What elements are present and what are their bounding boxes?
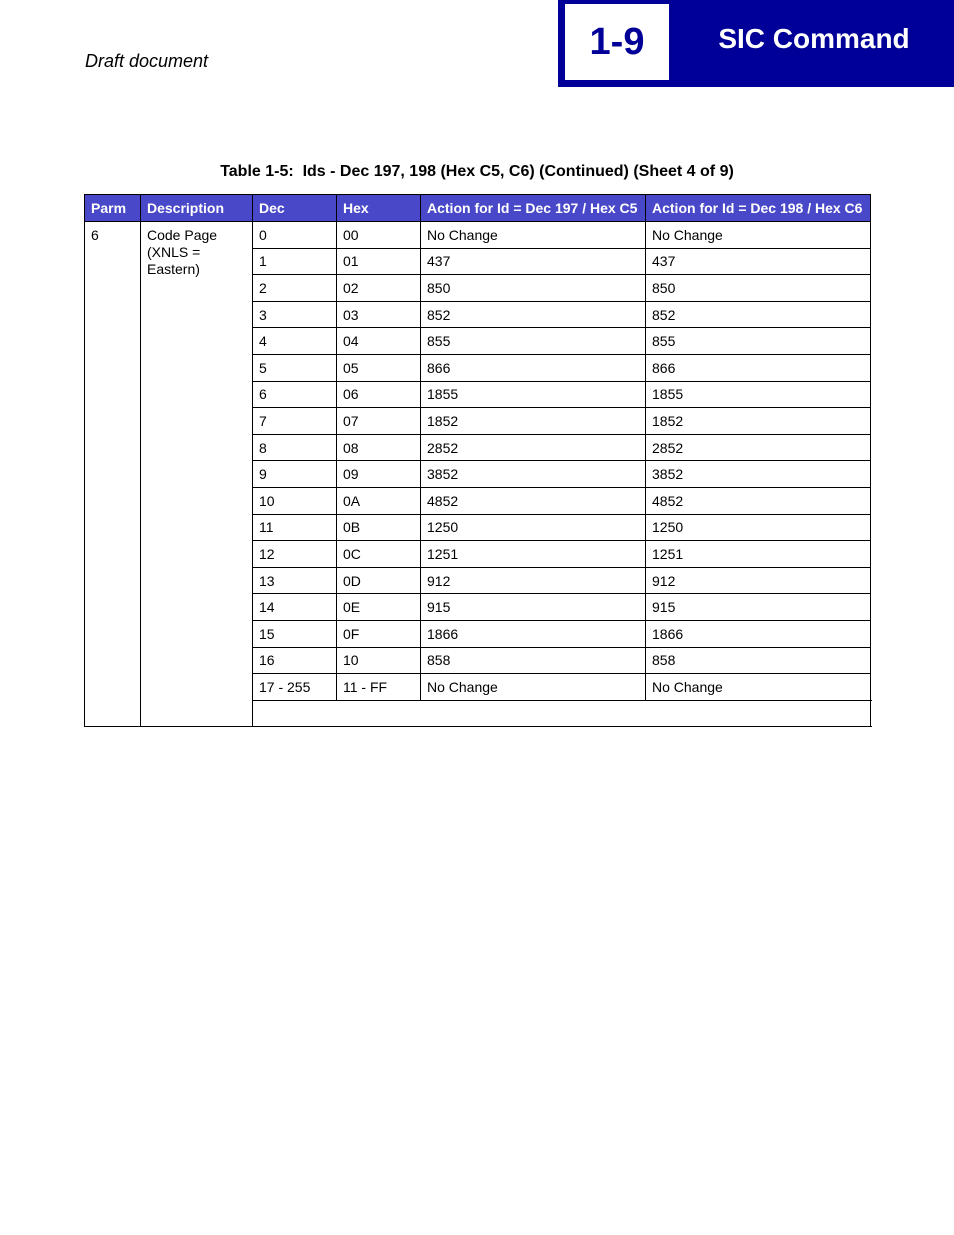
column-header: Action for Id = Dec 197 / Hex C5 xyxy=(421,195,646,222)
page-number: 1-9 xyxy=(565,4,669,80)
action-c5-cell: 2852 xyxy=(421,434,646,461)
dec-cell: 8 xyxy=(253,434,337,461)
hex-cell: 10 xyxy=(337,647,421,674)
dec-cell: 0 xyxy=(253,222,337,249)
hex-cell: 0C xyxy=(337,541,421,568)
action-c5-cell: 855 xyxy=(421,328,646,355)
action-c5-cell: 1855 xyxy=(421,381,646,408)
dec-cell: 9 xyxy=(253,461,337,488)
dec-cell: 15 xyxy=(253,620,337,647)
dec-cell: 2 xyxy=(253,275,337,302)
table-footer-cell xyxy=(253,700,871,726)
action-c5-cell: 4852 xyxy=(421,487,646,514)
hex-cell: 0E xyxy=(337,594,421,621)
action-c6-cell: 437 xyxy=(646,248,871,275)
action-c6-cell: 4852 xyxy=(646,487,871,514)
hex-cell: 04 xyxy=(337,328,421,355)
draft-label: Draft document xyxy=(85,51,209,71)
column-header: Action for Id = Dec 198 / Hex C6 xyxy=(646,195,871,222)
action-c6-cell: 912 xyxy=(646,567,871,594)
hex-cell: 06 xyxy=(337,381,421,408)
action-c6-cell: 1866 xyxy=(646,620,871,647)
action-c5-cell: 852 xyxy=(421,301,646,328)
dec-cell: 3 xyxy=(253,301,337,328)
action-c5-cell: 858 xyxy=(421,647,646,674)
dec-cell: 14 xyxy=(253,594,337,621)
hex-cell: 01 xyxy=(337,248,421,275)
hex-cell: 07 xyxy=(337,408,421,435)
action-c6-cell: 1250 xyxy=(646,514,871,541)
action-c6-cell: 1852 xyxy=(646,408,871,435)
action-c5-cell: 850 xyxy=(421,275,646,302)
dec-cell: 7 xyxy=(253,408,337,435)
action-c5-cell: 1251 xyxy=(421,541,646,568)
action-c6-cell: 850 xyxy=(646,275,871,302)
action-c5-cell: 1250 xyxy=(421,514,646,541)
action-c6-cell: 866 xyxy=(646,354,871,381)
hex-cell: 09 xyxy=(337,461,421,488)
action-c6-cell: 1251 xyxy=(646,541,871,568)
action-c6-cell: No Change xyxy=(646,674,871,701)
dec-cell: 4 xyxy=(253,328,337,355)
action-c5-cell: 437 xyxy=(421,248,646,275)
action-c5-cell: No Change xyxy=(421,222,646,249)
dec-cell: 5 xyxy=(253,354,337,381)
action-c5-cell: 915 xyxy=(421,594,646,621)
hex-cell: 00 xyxy=(337,222,421,249)
column-header: Hex xyxy=(337,195,421,222)
action-c6-cell: 855 xyxy=(646,328,871,355)
table-row xyxy=(85,222,871,249)
action-c5-cell: 866 xyxy=(421,354,646,381)
dec-cell: 13 xyxy=(253,567,337,594)
action-c5-cell: 3852 xyxy=(421,461,646,488)
action-c5-cell: 1866 xyxy=(421,620,646,647)
section-title: SIC Command xyxy=(718,23,910,54)
column-header: Description xyxy=(141,195,253,222)
hex-cell: 08 xyxy=(337,434,421,461)
parm-cell: 6 xyxy=(85,222,141,727)
hex-cell: 05 xyxy=(337,354,421,381)
table-caption: Table 1-5: Ids - Dec 197, 198 (Hex C5, C6) (Continued) (Sheet 4 of 9) xyxy=(220,163,734,180)
dec-cell: 6 xyxy=(253,381,337,408)
hex-cell: 0D xyxy=(337,567,421,594)
action-c6-cell: 1855 xyxy=(646,381,871,408)
column-header: Dec xyxy=(253,195,337,222)
dec-cell: 10 xyxy=(253,487,337,514)
dec-cell: 12 xyxy=(253,541,337,568)
hex-cell: 0F xyxy=(337,620,421,647)
hex-cell: 03 xyxy=(337,301,421,328)
action-c5-cell: 1852 xyxy=(421,408,646,435)
action-c6-cell: No Change xyxy=(646,222,871,249)
column-header: Parm xyxy=(85,195,141,222)
action-c5-cell: No Change xyxy=(421,674,646,701)
action-c5-cell: 912 xyxy=(421,567,646,594)
hex-cell: 0B xyxy=(337,514,421,541)
dec-cell: 11 xyxy=(253,514,337,541)
hex-cell: 11 - FF xyxy=(337,674,421,701)
dec-cell: 16 xyxy=(253,647,337,674)
dec-cell: 17 - 255 xyxy=(253,674,337,701)
table-header-row xyxy=(85,195,871,222)
dec-cell: 1 xyxy=(253,248,337,275)
description-cell: Code Page (XNLS = Eastern) xyxy=(141,222,253,727)
hex-cell: 0A xyxy=(337,487,421,514)
action-c6-cell: 2852 xyxy=(646,434,871,461)
action-c6-cell: 915 xyxy=(646,594,871,621)
action-c6-cell: 3852 xyxy=(646,461,871,488)
ids-table xyxy=(84,194,871,727)
action-c6-cell: 858 xyxy=(646,647,871,674)
action-c6-cell: 852 xyxy=(646,301,871,328)
hex-cell: 02 xyxy=(337,275,421,302)
